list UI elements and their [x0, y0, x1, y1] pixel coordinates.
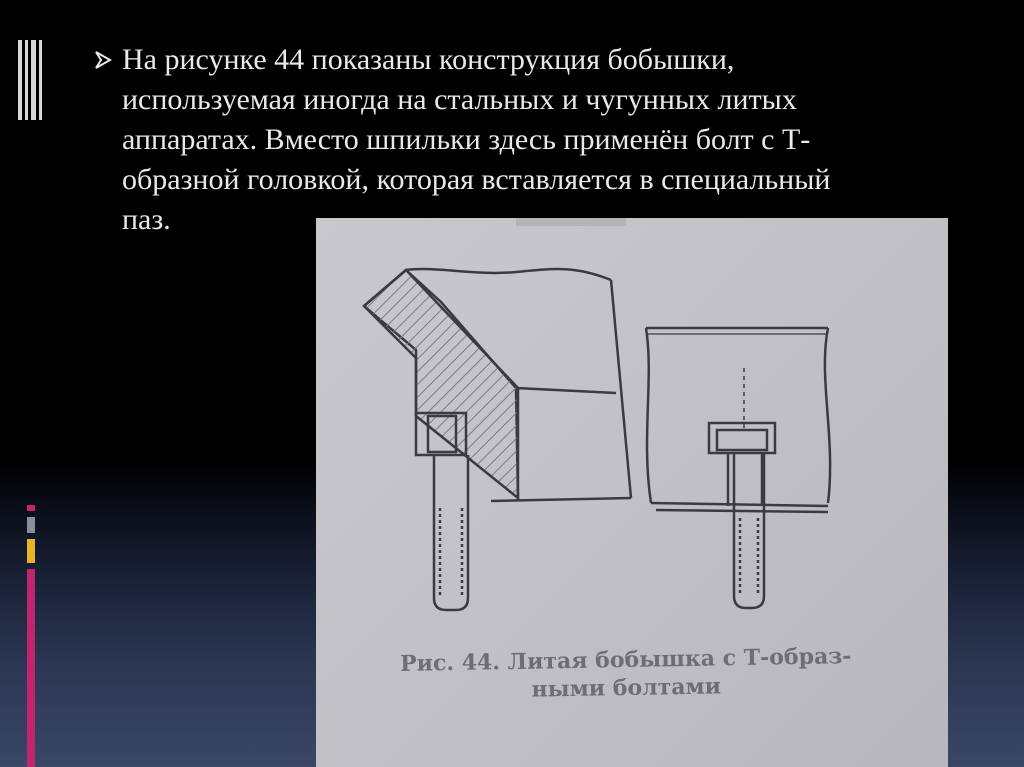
- right-slot-drawing: [646, 328, 830, 608]
- stripe: [18, 40, 22, 120]
- figure-caption: Рис. 44. Литая бобышка с Т-образ- ными болтами: [399, 643, 852, 703]
- accent-strip-pink: [27, 569, 35, 767]
- accent-square-pink: [27, 505, 35, 511]
- accent-square-yellow: [27, 539, 35, 563]
- stripe: [31, 40, 36, 120]
- bullet-text: На рисунке 44 показаны конструкция бобышки, используемая иногда на стальных и чугунных литых аппаратах. Вместо шпильки здесь применён болт с Т- образной головкой, которая вставляется в специальный паз.: [122, 43, 831, 236]
- bleed-text: [516, 218, 626, 226]
- accent-square-grey: [27, 517, 35, 533]
- stripe: [39, 40, 42, 120]
- arrow-bullet-icon: [92, 40, 116, 80]
- figure-photo: [316, 218, 948, 767]
- stripe: [25, 40, 28, 120]
- decorative-accent-bar: [27, 505, 37, 767]
- decorative-stripes: [18, 40, 42, 120]
- left-boss-drawing: [364, 269, 631, 610]
